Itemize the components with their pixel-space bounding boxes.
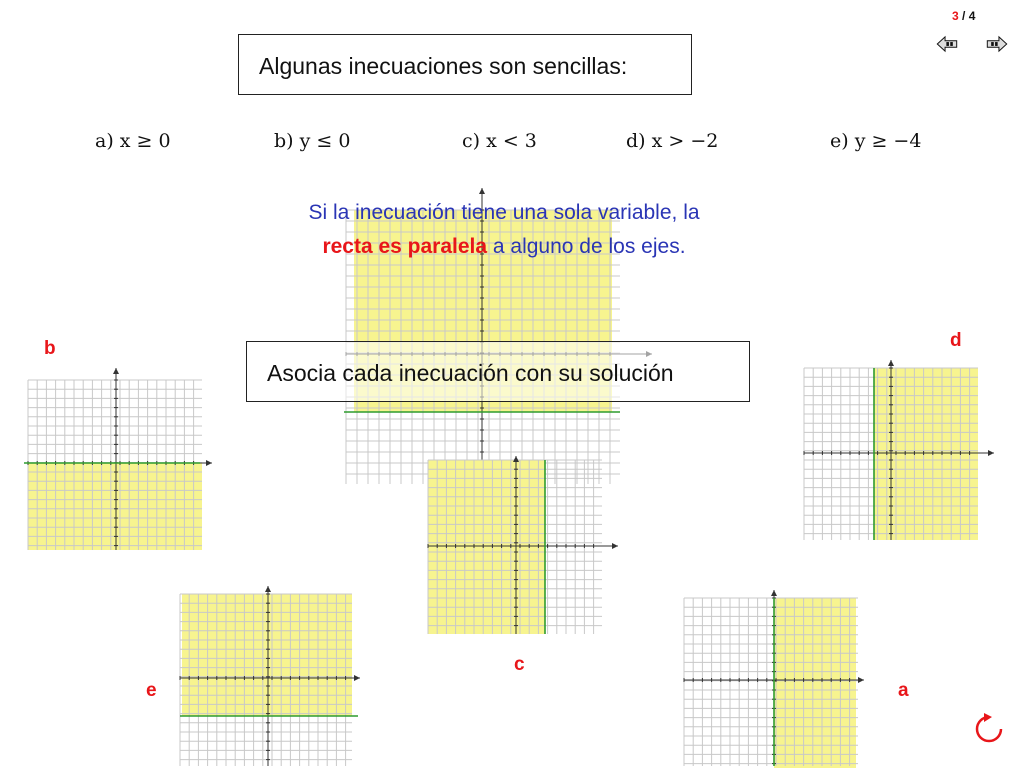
current-page: 3 <box>952 9 959 23</box>
x-axis-arrow <box>354 675 360 681</box>
x-axis-arrow <box>206 460 212 466</box>
page-counter <box>952 9 975 23</box>
graph-c[interactable] <box>424 454 620 638</box>
graph-label-d: d <box>950 330 962 351</box>
page-separator: / <box>958 9 969 23</box>
inequality-e: e) y ≥ −4 <box>830 130 922 152</box>
solution-region <box>28 463 202 550</box>
inequality-a: a) x ≥ 0 <box>95 130 171 152</box>
instruction-text: Asocia cada inecuación con su solución <box>267 360 674 386</box>
graph-d[interactable] <box>800 358 996 544</box>
inequality-d: d) x > −2 <box>626 130 719 152</box>
graph-b[interactable] <box>24 366 214 552</box>
graph-label-b: b <box>44 338 56 359</box>
inequality-c: c) x < 3 <box>462 130 537 152</box>
inequality-b: b) y ≤ 0 <box>274 130 351 152</box>
page-title: Algunas inecuaciones son sencillas: <box>259 53 628 79</box>
refresh-button[interactable] <box>972 712 1006 746</box>
instruction-box <box>246 341 750 402</box>
total-pages: 4 <box>968 9 976 23</box>
note-line-2 <box>244 230 764 264</box>
next-button[interactable] <box>986 30 1008 58</box>
solution-region <box>774 598 856 768</box>
x-axis-arrow <box>858 677 864 683</box>
note-highlight: recta es paralela <box>322 235 488 258</box>
arrow-left-icon <box>936 30 958 58</box>
graph-a[interactable] <box>680 588 866 768</box>
solution-region <box>428 460 545 634</box>
y-axis-arrow <box>113 368 119 374</box>
x-axis-arrow <box>988 450 994 456</box>
prev-button[interactable] <box>936 30 958 58</box>
note-line-1: Si la inecuación tiene una sola variable, la <box>308 201 700 224</box>
solution-region <box>874 368 978 540</box>
arrow-right-icon <box>986 30 1008 58</box>
y-axis-arrow <box>513 456 519 462</box>
title-box <box>238 34 692 95</box>
note-line-2-rest: a alguno de los ejes. <box>487 235 686 258</box>
x-axis-arrow <box>612 543 618 549</box>
refresh-icon <box>972 712 1006 746</box>
graph-label-c: c <box>514 654 525 675</box>
y-axis-arrow <box>265 586 271 592</box>
graph-label-a: a <box>898 680 909 701</box>
y-axis-arrow <box>479 188 485 194</box>
graph-label-e: e <box>146 680 157 701</box>
y-axis-arrow <box>771 590 777 596</box>
graph-e[interactable] <box>176 584 362 768</box>
y-axis-arrow <box>888 360 894 366</box>
note-text <box>244 196 764 264</box>
